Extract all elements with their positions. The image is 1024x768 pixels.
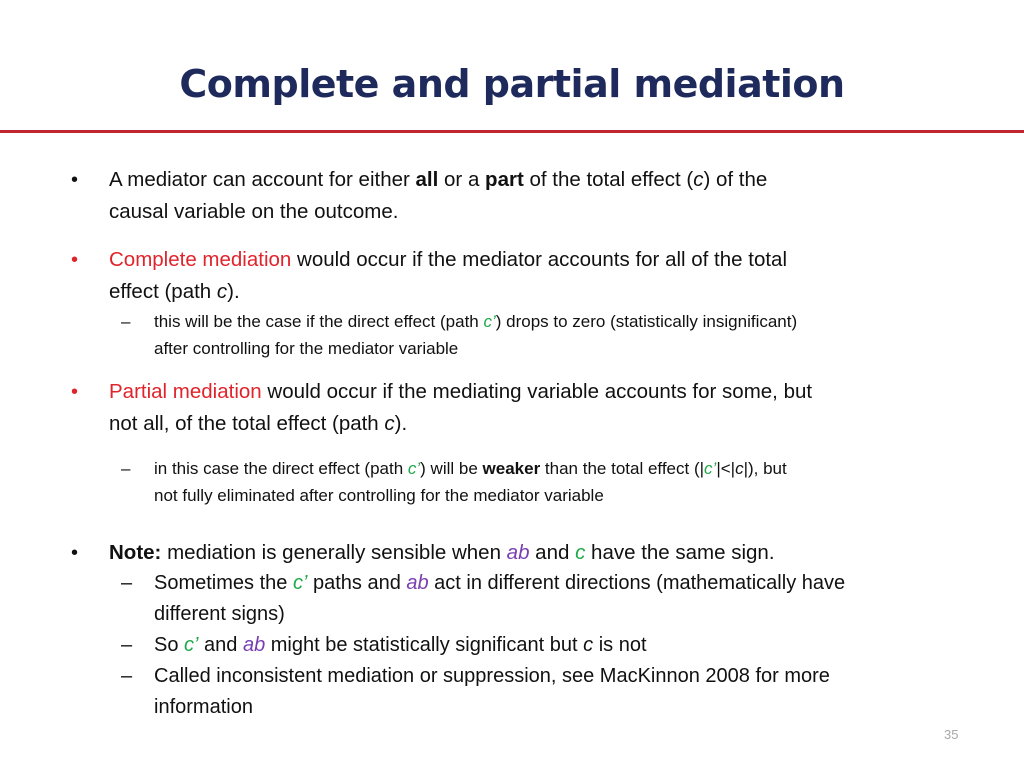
subbullet-direct-effect-zero: – this will be the case if the direct effect (path c’) drops to zero (statistically insignificant) after controlling for the mediator variable bbox=[154, 308, 797, 362]
bullet-marker: • bbox=[71, 249, 79, 271]
subbullet-inconsistent-mediation: – Called inconsistent mediation or suppression, see MacKinnon 2008 for more information bbox=[154, 661, 830, 723]
dash-marker: – bbox=[121, 459, 131, 478]
bullet-total-effect bbox=[71, 164, 768, 228]
dash-marker: – bbox=[121, 665, 133, 687]
highlight-partial-mediation: Partial mediation bbox=[109, 380, 262, 403]
bullet-line-1: Partial mediation would occur if the mediating variable accounts for some, but bbox=[109, 380, 813, 403]
bullet-partial-mediation bbox=[71, 376, 813, 440]
bullet-marker: • bbox=[71, 542, 79, 564]
bullet-line-2: effect (path c). bbox=[109, 280, 240, 303]
bullet-note bbox=[71, 537, 775, 569]
bullet-line-1: Note: mediation is generally sensible when ab and c have the same sign. bbox=[109, 541, 775, 564]
highlight-complete-mediation: Complete mediation bbox=[109, 248, 292, 271]
bullet-line-2: not all, of the total effect (path c). bbox=[109, 412, 408, 435]
bullet-marker: • bbox=[71, 381, 79, 403]
dash-marker: – bbox=[121, 634, 133, 656]
subbullet-significance: – So c’ and ab might be statistically significant but c is not bbox=[154, 630, 647, 661]
subbullet-different-directions: – Sometimes the c’ paths and ab act in different directions (mathematically have different signs) bbox=[154, 568, 845, 630]
bullet-marker: • bbox=[71, 169, 79, 191]
subbullet-direct-effect-weaker: – in this case the direct effect (path c’) will be weaker than the total effect (|c’|<|c|), but not fully eliminated after controlling for the mediator variable bbox=[154, 455, 787, 509]
dash-marker: – bbox=[121, 312, 131, 331]
bullet-line-1: Complete mediation would occur if the mediator accounts for all of the total bbox=[109, 248, 788, 271]
bullet-line-1: A mediator can account for either all or a part of the total effect (c) of the bbox=[109, 168, 768, 191]
slide-title: Complete and partial mediation bbox=[179, 62, 845, 106]
dash-marker: – bbox=[121, 572, 133, 594]
page-number: 35 bbox=[944, 727, 959, 742]
bullet-line-2: causal variable on the outcome. bbox=[109, 200, 399, 223]
bullet-complete-mediation bbox=[71, 244, 788, 308]
